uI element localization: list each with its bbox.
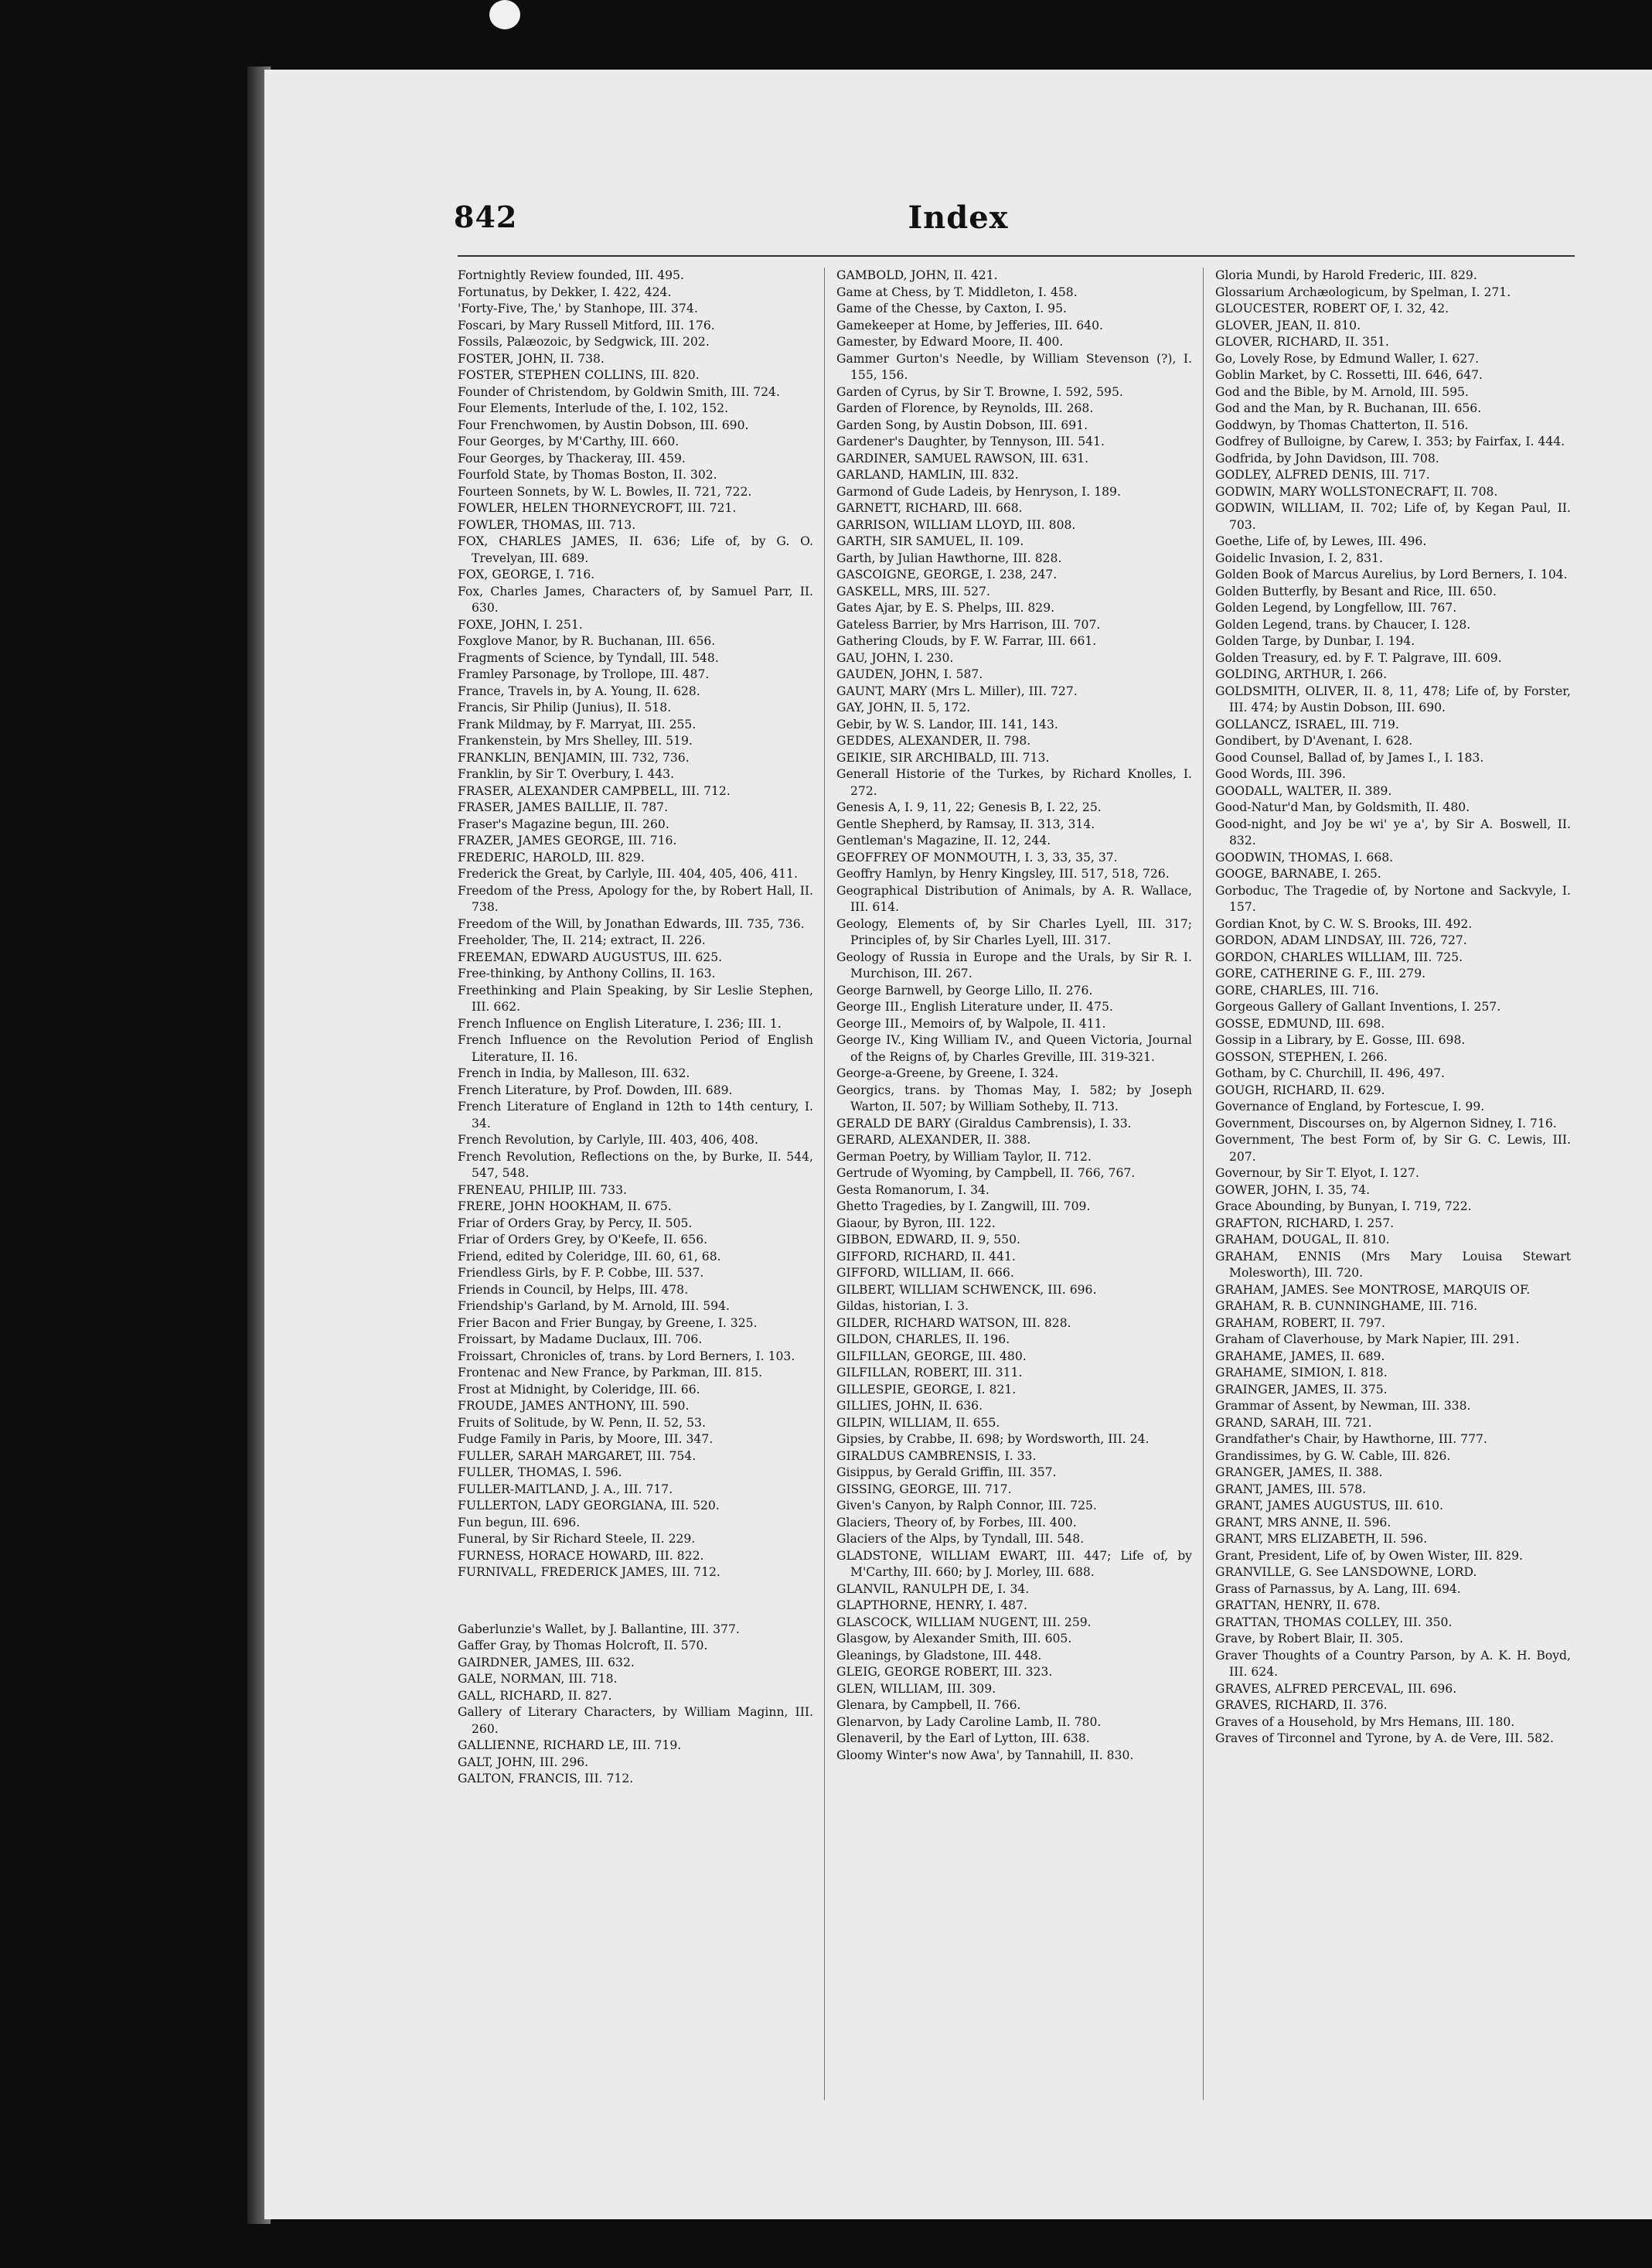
- index-entry: GILFILLAN, ROBERT, III. 311.: [836, 1366, 1023, 1380]
- index-entry: GEOFFREY OF MONMOUTH, I. 3, 33, 35, 37.: [836, 850, 1118, 865]
- index-entry: GRAFTON, RICHARD, I. 257.: [1215, 1216, 1395, 1230]
- book-page: [264, 70, 1652, 2219]
- index-entry: Graver Thoughts of a Country Parson, by A. K. H. Boyd, III. 624.: [1215, 1648, 1571, 1679]
- index-entry: Glenarvon, by Lady Caroline Lamb, II. 780.: [836, 1714, 1102, 1729]
- index-entry: FROUDE, JAMES ANTHONY, III. 590.: [458, 1399, 690, 1413]
- index-entry: GRAHAME, JAMES, II. 689.: [1215, 1349, 1385, 1363]
- index-entry: GORE, CATHERINE G. F., III. 279.: [1215, 967, 1426, 981]
- index-entry: Gildas, historian, I. 3.: [836, 1299, 969, 1313]
- index-entry: Friends in Council, by Helps, III. 478.: [458, 1282, 689, 1297]
- index-entry: Garden of Florence, by Reynolds, III. 268.: [836, 401, 1094, 415]
- index-entry: Giaour, by Byron, III. 122.: [836, 1216, 996, 1230]
- index-entry: Founder of Christendom, by Goldwin Smith, III. 724.: [458, 384, 780, 399]
- index-entry: GAMBOLD, JOHN, II. 421.: [836, 268, 998, 282]
- index-entry: GRANT, JAMES AUGUSTUS, III. 610.: [1215, 1499, 1444, 1513]
- index-entry: GIFFORD, WILLIAM, II. 666.: [836, 1266, 1014, 1280]
- index-entry: GAIRDNER, JAMES, III. 632.: [458, 1655, 635, 1669]
- index-entry: GASCOIGNE, GEORGE, I. 238, 247.: [836, 568, 1058, 581]
- index-entry: Gaberlunzie's Wallet, by J. Ballantine, III. 377.: [458, 1622, 740, 1636]
- index-entry: GARTH, SIR SAMUEL, II. 109.: [836, 534, 1024, 548]
- index-entry: FULLER, SARAH MARGARET, III. 754.: [458, 1448, 697, 1463]
- index-entry: GRAHAM, R. B. CUNNINGHAME, III. 716.: [1215, 1299, 1478, 1313]
- index-entry: Gebir, by W. S. Landor, III. 141, 143.: [836, 717, 1058, 732]
- index-entry: GRAINGER, JAMES, II. 375.: [1215, 1382, 1388, 1397]
- index-entry: Gammer Gurton's Needle, by William Stevenson (?), I. 155, 156.: [836, 351, 1192, 382]
- index-entry: Golden Legend, by Longfellow, III. 767.: [1215, 601, 1457, 615]
- index-entry: George III., Memoirs of, by Walpole, II. 411.: [836, 1016, 1106, 1031]
- index-entry: GRATTAN, THOMAS COLLEY, III. 350.: [1215, 1615, 1453, 1629]
- index-entry: Genesis A, I. 9, 11, 22; Genesis B, I. 22, 25.: [836, 800, 1102, 814]
- index-entry: Goethe, Life of, by Lewes, III. 496.: [1215, 534, 1427, 548]
- index-entry: Golden Book of Marcus Aurelius, by Lord Berners, I. 104.: [1215, 568, 1568, 581]
- index-entry: GODWIN, WILLIAM, II. 702; Life of, by Kegan Paul, II. 703.: [1215, 501, 1571, 532]
- index-entry: GIFFORD, RICHARD, II. 441.: [836, 1249, 1016, 1264]
- index-entry: GILDON, CHARLES, II. 196.: [836, 1332, 1010, 1346]
- index-entry: Fossils, Palæozoic, by Sedgwick, III. 202.: [458, 335, 710, 349]
- index-entry: FOXE, JOHN, I. 251.: [458, 617, 583, 632]
- index-entry: FOWLER, THOMAS, III. 713.: [458, 517, 636, 532]
- index-entry: FURNIVALL, FREDERICK JAMES, III. 712.: [458, 1565, 720, 1579]
- index-entry: GILLESPIE, GEORGE, I. 821.: [836, 1382, 1017, 1397]
- index-entry: 'Forty-Five, The,' by Stanhope, III. 374.: [458, 302, 698, 315]
- index-entry: Goblin Market, by C. Rossetti, III. 646, 647.: [1215, 368, 1483, 382]
- index-entry: Fruits of Solitude, by W. Penn, II. 52, 53.: [458, 1415, 706, 1430]
- index-entry: Gardener's Daughter, by Tennyson, III. 541.: [836, 435, 1105, 448]
- index-entry: GEIKIE, SIR ARCHIBALD, III. 713.: [836, 750, 1050, 765]
- index-entry: Four Georges, by Thackeray, III. 459.: [458, 451, 686, 466]
- index-entry: Grass of Parnassus, by A. Lang, III. 694.: [1215, 1581, 1461, 1596]
- index-entry: GILFILLAN, GEORGE, III. 480.: [836, 1349, 1027, 1363]
- index-entry: Fortnightly Review founded, III. 495.: [458, 268, 684, 282]
- index-entry: Geographical Distribution of Animals, by A. R. Wallace, III. 614.: [836, 883, 1192, 914]
- index-entry: Go, Lovely Rose, by Edmund Waller, I. 627.: [1215, 351, 1480, 366]
- page-number: 842: [454, 200, 518, 234]
- index-entry: Four Elements, Interlude of the, I. 102, 152.: [458, 401, 729, 415]
- index-entry: Government, The best Form of, by Sir G. C. Lewis, III. 207.: [1215, 1133, 1571, 1164]
- index-entry: Gertrude of Wyoming, by Campbell, II. 766, 767.: [836, 1166, 1136, 1180]
- index-entry: George III., English Literature under, II. 475.: [836, 1000, 1113, 1014]
- index-entry: FRANKLIN, BENJAMIN, III. 732, 736.: [458, 750, 690, 765]
- index-entry: Golden Legend, trans. by Chaucer, I. 128.: [1215, 617, 1471, 632]
- index-entry: Friend, edited by Coleridge, III. 60, 61, 68.: [458, 1249, 721, 1264]
- index-entry: GAU, JOHN, I. 230.: [836, 650, 954, 665]
- index-entry: GORDON, ADAM LINDSAY, III. 726, 727.: [1215, 933, 1467, 947]
- index-entry: Foscari, by Mary Russell Mitford, III. 176.: [458, 318, 715, 333]
- index-entry: FURNESS, HORACE HOWARD, III. 822.: [458, 1548, 704, 1563]
- index-entry: GLAPTHORNE, HENRY, I. 487.: [836, 1598, 1027, 1612]
- index-entry: Good Words, III. 396.: [1215, 767, 1346, 781]
- index-entry: Golden Targe, by Dunbar, I. 194.: [1215, 634, 1415, 648]
- index-entry: Free-thinking, by Anthony Collins, II. 163.: [458, 967, 716, 981]
- index-entry: GARLAND, HAMLIN, III. 832.: [836, 468, 1019, 482]
- index-entry: Gossip in a Library, by E. Gosse, III. 698.: [1215, 1033, 1466, 1047]
- index-entry: Grandfather's Chair, by Hawthorne, III. 777.: [1215, 1432, 1487, 1446]
- index-entry: Friar of Orders Grey, by O'Keefe, II. 656.: [458, 1233, 708, 1247]
- index-entry: GAUNT, MARY (Mrs L. Miller), III. 727.: [836, 684, 1078, 698]
- index-entry: God and the Man, by R. Buchanan, III. 656.: [1215, 401, 1482, 415]
- index-entry: French Influence on English Literature, I. 236; III. 1.: [458, 1016, 782, 1031]
- index-entry: GAY, JOHN, II. 5, 172.: [836, 701, 971, 715]
- index-entry: Freedom of the Press, Apology for the, by Robert Hall, II. 738.: [458, 883, 813, 914]
- index-entry: Fortunatus, by Dekker, I. 422, 424.: [458, 285, 672, 299]
- index-entry: Foxglove Manor, by R. Buchanan, III. 656.: [458, 634, 716, 648]
- index-entry: Graham of Claverhouse, by Mark Napier, III. 291.: [1215, 1332, 1520, 1346]
- index-entry: Georgics, trans. by Thomas May, I. 582; by Joseph Warton, II. 507; by William Sotheby, II. 713.: [836, 1083, 1192, 1114]
- index-entry: Fourfold State, by Thomas Boston, II. 302.: [458, 468, 717, 482]
- index-entry: Grammar of Assent, by Newman, III. 338.: [1215, 1399, 1471, 1413]
- index-entry: Goddwyn, by Thomas Chatterton, II. 516.: [1215, 418, 1469, 432]
- running-head: Index: [908, 200, 1009, 236]
- index-entry: GALL, RICHARD, II. 827.: [458, 1688, 612, 1703]
- index-entry: GALT, JOHN, III. 296.: [458, 1755, 589, 1769]
- index-entry: GRAHAM, DOUGAL, II. 810.: [1215, 1233, 1390, 1247]
- index-entry: GLOUCESTER, ROBERT OF, I. 32, 42.: [1215, 302, 1449, 315]
- index-entry: Frost at Midnight, by Coleridge, III. 66.: [458, 1382, 700, 1397]
- index-entry: Froissart, Chronicles of, trans. by Lord Berners, I. 103.: [458, 1349, 795, 1363]
- index-entry: Gamester, by Edward Moore, II. 400.: [836, 335, 1064, 349]
- index-entry: GRATTAN, HENRY, II. 678.: [1215, 1598, 1381, 1612]
- index-entry: GISSING, GEORGE, III. 717.: [836, 1482, 1012, 1496]
- index-entry: Gentleman's Magazine, II. 12, 244.: [836, 834, 1051, 848]
- index-entry: Fudge Family in Paris, by Moore, III. 347.: [458, 1432, 714, 1446]
- index-entry: GRANT, MRS ELIZABETH, II. 596.: [1215, 1532, 1428, 1546]
- index-entry: Fun begun, III. 696.: [458, 1515, 581, 1530]
- index-entry: GALTON, FRANCIS, III. 712.: [458, 1772, 634, 1785]
- index-entry: Glenaveril, by the Earl of Lytton, III. 638.: [836, 1731, 1090, 1745]
- index-entry: Glaciers of the Alps, by Tyndall, III. 548.: [836, 1532, 1085, 1546]
- index-entry: FRERE, JOHN HOOKHAM, II. 675.: [458, 1199, 672, 1213]
- index-entry: FULLERTON, LADY GEORGIANA, III. 520.: [458, 1499, 720, 1513]
- index-entry: GOODWIN, THOMAS, I. 668.: [1215, 850, 1394, 865]
- index-entry: Gates Ajar, by E. S. Phelps, III. 829.: [836, 601, 1055, 615]
- index-entry: GLADSTONE, WILLIAM EWART, III. 447; Life of, by M'Carthy, III. 660; by J. Morley, III. 688.: [836, 1548, 1192, 1579]
- index-entry: GOLDING, ARTHUR, I. 266.: [1215, 667, 1388, 681]
- index-entry: Graves of a Household, by Mrs Hemans, III. 180.: [1215, 1714, 1515, 1729]
- index-entry: Frankenstein, by Mrs Shelley, III. 519.: [458, 734, 693, 748]
- index-entry: FRASER, JAMES BAILLIE, II. 787.: [458, 800, 669, 814]
- index-entry: GODLEY, ALFRED DENIS, III. 717.: [1215, 468, 1430, 482]
- index-entry: Godfrey of Bulloigne, by Carew, I. 353; by Fairfax, I. 444.: [1215, 435, 1565, 448]
- index-entry: Glossarium Archæologicum, by Spelman, I. 271.: [1215, 285, 1511, 299]
- column-divider: [824, 268, 825, 2100]
- index-entry: Froissart, by Madame Duclaux, III. 706.: [458, 1332, 703, 1346]
- index-entry: Framley Parsonage, by Trollope, III. 487.: [458, 667, 710, 681]
- index-entry: Geology of Russia in Europe and the Urals, by Sir R. I. Murchison, III. 267.: [836, 950, 1192, 981]
- index-entry: Geology, Elements of, by Sir Charles Lyell, III. 317; Principles of, by Sir Charles Lyell, III. 317.: [836, 916, 1192, 947]
- index-entry: GRANT, MRS ANNE, II. 596.: [1215, 1515, 1391, 1530]
- index-entry: FULLER, THOMAS, I. 596.: [458, 1465, 622, 1479]
- index-entry: GILBERT, WILLIAM SCHWENCK, III. 696.: [836, 1282, 1097, 1297]
- index-entry: Frederick the Great, by Carlyle, III. 404, 405, 406, 411.: [458, 867, 798, 881]
- index-entry: Grandissimes, by G. W. Cable, III. 826.: [1215, 1448, 1451, 1463]
- index-entry: French Literature, by Prof. Dowden, III. 689.: [458, 1083, 733, 1097]
- index-entry: GORE, CHARLES, III. 716.: [1215, 983, 1379, 998]
- index-entry: Grace Abounding, by Bunyan, I. 719, 722.: [1215, 1199, 1472, 1213]
- index-entry: Freethinking and Plain Speaking, by Sir Leslie Stephen, III. 662.: [458, 983, 813, 1014]
- index-entry: FOSTER, JOHN, II. 738.: [458, 351, 605, 366]
- index-entry: Governance of England, by Fortescue, I. 99.: [1215, 1100, 1485, 1114]
- index-entry: GRANT, JAMES, III. 578.: [1215, 1482, 1367, 1496]
- index-entry: Garden Song, by Austin Dobson, III. 691.: [836, 418, 1088, 432]
- index-column-1: [458, 268, 813, 2100]
- index-entry: Gesta Romanorum, I. 34.: [836, 1182, 989, 1197]
- index-entry: Government, Discourses on, by Algernon Sidney, I. 716.: [1215, 1116, 1557, 1131]
- index-entry: FREDERIC, HAROLD, III. 829.: [458, 850, 645, 865]
- index-entry: Gisippus, by Gerald Griffin, III. 357.: [836, 1465, 1057, 1479]
- index-entry: Gateless Barrier, by Mrs Harrison, III. 707.: [836, 617, 1101, 632]
- index-entry: French in India, by Malleson, III. 632.: [458, 1066, 690, 1080]
- index-entry: Grant, President, Life of, by Owen Wister, III. 829.: [1215, 1548, 1523, 1563]
- index-entry: GORDON, CHARLES WILLIAM, III. 725.: [1215, 950, 1463, 964]
- index-entry: Franklin, by Sir T. Overbury, I. 443.: [458, 767, 675, 781]
- index-entry: Funeral, by Sir Richard Steele, II. 229.: [458, 1532, 696, 1546]
- index-entry: Frontenac and New France, by Parkman, III. 815.: [458, 1366, 763, 1380]
- index-entry: GRAHAM, ROBERT, II. 797.: [1215, 1315, 1386, 1330]
- index-entry: Graves of Tirconnel and Tyrone, by A. de Vere, III. 582.: [1215, 1731, 1554, 1745]
- index-entry: Glasgow, by Alexander Smith, III. 605.: [836, 1632, 1072, 1646]
- index-entry: Gipsies, by Crabbe, II. 698; by Wordsworth, III. 24.: [836, 1432, 1150, 1446]
- index-entry: GALE, NORMAN, III. 718.: [458, 1672, 618, 1686]
- index-entry: FRASER, ALEXANDER CAMPBELL, III. 712.: [458, 783, 731, 798]
- index-entry: God and the Bible, by M. Arnold, III. 595.: [1215, 384, 1469, 399]
- index-entry: George IV., King William IV., and Queen Victoria, Journal of the Reigns of, by Charles Greville, III. 319-321.: [836, 1033, 1192, 1064]
- index-entry: GILPIN, WILLIAM, II. 655.: [836, 1415, 1000, 1430]
- index-entry: French Revolution, by Carlyle, III. 403, 406, 408.: [458, 1133, 758, 1147]
- index-entry: GLOVER, JEAN, II. 810.: [1215, 318, 1361, 333]
- index-entry: Fraser's Magazine begun, III. 260.: [458, 817, 669, 831]
- index-column-3: [1215, 268, 1571, 2100]
- index-entry: Gallery of Literary Characters, by William Maginn, III. 260.: [458, 1705, 813, 1736]
- index-entry: GOLDSMITH, OLIVER, II. 8, 11, 478; Life of, by Forster, III. 474; by Austin Dobson, III. 690.: [1215, 684, 1571, 715]
- index-entry: FULLER-MAITLAND, J. A., III. 717.: [458, 1482, 673, 1496]
- index-entry: Garden of Cyrus, by Sir T. Browne, I. 592, 595.: [836, 384, 1123, 399]
- index-entry: Freeholder, The, II. 214; extract, II. 226.: [458, 933, 706, 947]
- index-entry: Grave, by Robert Blair, II. 305.: [1215, 1632, 1404, 1646]
- index-entry: Gloria Mundi, by Harold Frederic, III. 829.: [1215, 268, 1477, 282]
- index-entry: Good-Natur'd Man, by Goldsmith, II. 480.: [1215, 800, 1470, 814]
- index-entry: GARNETT, RICHARD, III. 668.: [836, 501, 1023, 515]
- index-entry: Frier Bacon and Frier Bungay, by Greene, I. 325.: [458, 1315, 758, 1330]
- index-entry: Gorboduc, The Tragedie of, by Nortone and Sackvyle, I. 157.: [1215, 883, 1571, 914]
- index-entry: FRAZER, JAMES GEORGE, III. 716.: [458, 834, 677, 848]
- index-entry: Good Counsel, Ballad of, by James I., I. 183.: [1215, 750, 1484, 765]
- index-entry: GRANGER, JAMES, II. 388.: [1215, 1465, 1383, 1479]
- index-entry: GOOGE, BARNABE, I. 265.: [1215, 867, 1381, 881]
- page-header: [264, 200, 1652, 246]
- index-entry: GERALD DE BARY (Giraldus Cambrensis), I. 33.: [836, 1116, 1132, 1131]
- index-entry: GLOVER, RICHARD, II. 351.: [1215, 335, 1389, 349]
- index-entry: GRANVILLE, G. See LANSDOWNE, LORD.: [1215, 1565, 1477, 1579]
- index-entry: Friendship's Garland, by M. Arnold, III. 594.: [458, 1299, 730, 1313]
- index-entry: Goidelic Invasion, I. 2, 831.: [1215, 551, 1383, 565]
- index-entry: Four Frenchwomen, by Austin Dobson, III. 690.: [458, 418, 749, 432]
- index-entry: Godfrida, by John Davidson, III. 708.: [1215, 451, 1439, 466]
- index-entry: Glaciers, Theory of, by Forbes, III. 400.: [836, 1515, 1077, 1530]
- index-entry: FOX, CHARLES JAMES, II. 636; Life of, by G. O. Trevelyan, III. 689.: [458, 534, 813, 565]
- index-entry: GOUGH, RICHARD, II. 629.: [1215, 1083, 1385, 1097]
- index-entry: Frank Mildmay, by F. Marryat, III. 255.: [458, 717, 697, 732]
- index-entry: French Influence on the Revolution Period of English Literature, II. 16.: [458, 1033, 813, 1064]
- index-entry: GLANVIL, RANULPH DE, I. 34.: [836, 1581, 1030, 1596]
- index-entry: GRAVES, RICHARD, II. 376.: [1215, 1698, 1388, 1712]
- index-entry: Fox, Charles James, Characters of, by Samuel Parr, II. 630.: [458, 584, 813, 615]
- index-entry: GRAVES, ALFRED PERCEVAL, III. 696.: [1215, 1681, 1457, 1696]
- index-entry: FOSTER, STEPHEN COLLINS, III. 820.: [458, 368, 700, 382]
- index-entry: Glenara, by Campbell, II. 766.: [836, 1698, 1021, 1712]
- section-gap: [458, 1594, 813, 1609]
- index-entry: Garth, by Julian Hawthorne, III. 828.: [836, 551, 1062, 565]
- index-entry: Fragments of Science, by Tyndall, III. 548.: [458, 650, 719, 665]
- index-entry: Garmond of Gude Ladeis, by Henryson, I. 189.: [836, 484, 1121, 499]
- index-entry: Game of the Chesse, by Caxton, I. 95.: [836, 302, 1067, 315]
- index-entry: Gentle Shepherd, by Ramsay, II. 313, 314.: [836, 817, 1095, 831]
- index-entry: George Barnwell, by George Lillo, II. 276.: [836, 983, 1093, 998]
- header-rule: [458, 255, 1575, 257]
- index-entry: Gondibert, by D'Avenant, I. 628.: [1215, 734, 1413, 748]
- index-entry: Golden Treasury, ed. by F. T. Palgrave, III. 609.: [1215, 650, 1502, 665]
- index-entry: GRAHAM, JAMES. See MONTROSE, MARQUIS OF.: [1215, 1282, 1531, 1297]
- index-entry: Golden Butterfly, by Besant and Rice, III. 650.: [1215, 584, 1497, 599]
- index-entry: GALLIENNE, RICHARD LE, III. 719.: [458, 1738, 682, 1752]
- index-entry: George-a-Greene, by Greene, I. 324.: [836, 1066, 1059, 1080]
- index-entry: GERARD, ALEXANDER, II. 388.: [836, 1133, 1031, 1147]
- index-entry: GARDINER, SAMUEL RAWSON, III. 631.: [836, 451, 1089, 466]
- index-entry: Gotham, by C. Churchill, II. 496, 497.: [1215, 1066, 1445, 1080]
- index-entry: GRAHAM, ENNIS (Mrs Mary Louisa Stewart Molesworth), III. 720.: [1215, 1249, 1571, 1280]
- index-entry: GLASCOCK, WILLIAM NUGENT, III. 259.: [836, 1615, 1092, 1629]
- index-entry: GRAND, SARAH, III. 721.: [1215, 1415, 1372, 1430]
- index-entry: France, Travels in, by A. Young, II. 628.: [458, 684, 700, 698]
- index-entry: GOSSE, EDMUND, III. 698.: [1215, 1016, 1385, 1031]
- index-entry: Ghetto Tragedies, by I. Zangwill, III. 709.: [836, 1199, 1091, 1213]
- index-entry: Gathering Clouds, by F. W. Farrar, III. 661.: [836, 634, 1097, 648]
- index-column-2: [836, 268, 1192, 2100]
- index-entry: GILDER, RICHARD WATSON, III. 828.: [836, 1315, 1071, 1330]
- index-entry: French Revolution, Reflections on the, by Burke, II. 544, 547, 548.: [458, 1149, 813, 1180]
- index-entry: GODWIN, MARY WOLLSTONECRAFT, II. 708.: [1215, 484, 1498, 499]
- index-entry: FOX, GEORGE, I. 716.: [458, 568, 595, 581]
- index-entry: Generall Historie of the Turkes, by Richard Knolles, I. 272.: [836, 767, 1192, 798]
- index-entry: German Poetry, by William Taylor, II. 712.: [836, 1149, 1092, 1164]
- index-entry: GOLLANCZ, ISRAEL, III. 719.: [1215, 717, 1399, 732]
- index-entry: GARRISON, WILLIAM LLOYD, III. 808.: [836, 517, 1076, 532]
- index-entry: French Literature of England in 12th to 14th century, I. 34.: [458, 1100, 813, 1131]
- index-entry: Good-night, and Joy be wi' ye a', by Sir A. Boswell, II. 832.: [1215, 817, 1571, 848]
- index-entry: Given's Canyon, by Ralph Connor, III. 725.: [836, 1499, 1097, 1513]
- index-entry: GOWER, JOHN, I. 35, 74.: [1215, 1182, 1371, 1197]
- index-entry: GLEIG, GEORGE ROBERT, III. 323.: [836, 1665, 1053, 1679]
- index-entry: GIRALDUS CAMBRENSIS, I. 33.: [836, 1448, 1037, 1463]
- index-entry: Geoffry Hamlyn, by Henry Kingsley, III. 517, 518, 726.: [836, 867, 1170, 881]
- index-entry: FREEMAN, EDWARD AUGUSTUS, III. 625.: [458, 950, 723, 964]
- index-entry: Gloomy Winter's now Awa', by Tannahill, II. 830.: [836, 1748, 1134, 1762]
- index-entry: FRENEAU, PHILIP, III. 733.: [458, 1182, 627, 1197]
- index-entry: GOSSON, STEPHEN, I. 266.: [1215, 1049, 1388, 1064]
- paper-fragment-mark: [489, 0, 520, 29]
- index-entry: GIBBON, EDWARD, II. 9, 550.: [836, 1233, 1020, 1247]
- index-entry: GRAHAME, SIMION, I. 818.: [1215, 1366, 1388, 1380]
- index-entry: Freedom of the Will, by Jonathan Edwards, III. 735, 736.: [458, 916, 805, 931]
- index-entry: Four Georges, by M'Carthy, III. 660.: [458, 435, 680, 448]
- index-entry: Gorgeous Gallery of Gallant Inventions, I. 257.: [1215, 1000, 1501, 1014]
- column-divider: [1203, 268, 1204, 2100]
- index-entry: GLEN, WILLIAM, III. 309.: [836, 1681, 996, 1696]
- index-entry: Gordian Knot, by C. W. S. Brooks, III. 492.: [1215, 916, 1473, 931]
- index-entry: GEDDES, ALEXANDER, II. 798.: [836, 734, 1031, 748]
- index-entry: GOODALL, WALTER, II. 389.: [1215, 783, 1392, 798]
- index-entry: Governour, by Sir T. Elyot, I. 127.: [1215, 1166, 1419, 1180]
- index-entry: GASKELL, MRS, III. 527.: [836, 584, 990, 599]
- index-entry: Francis, Sir Philip (Junius), II. 518.: [458, 701, 672, 715]
- index-entry: GAUDEN, JOHN, I. 587.: [836, 667, 983, 681]
- index-entry: Game at Chess, by T. Middleton, I. 458.: [836, 285, 1078, 299]
- index-entry: GILLIES, JOHN, II. 636.: [836, 1399, 983, 1413]
- index-entry: Gaffer Gray, by Thomas Holcroft, II. 570.: [458, 1639, 708, 1652]
- index-entry: Gamekeeper at Home, by Jefferies, III. 640.: [836, 318, 1103, 333]
- index-entry: Gleanings, by Gladstone, III. 448.: [836, 1648, 1042, 1663]
- index-entry: Friendless Girls, by F. P. Cobbe, III. 537.: [458, 1266, 704, 1280]
- index-entry: Fourteen Sonnets, by W. L. Bowles, II. 721, 722.: [458, 484, 752, 499]
- index-entry: Friar of Orders Gray, by Percy, II. 505.: [458, 1216, 693, 1230]
- index-entry: FOWLER, HELEN THORNEYCROFT, III. 721.: [458, 501, 737, 515]
